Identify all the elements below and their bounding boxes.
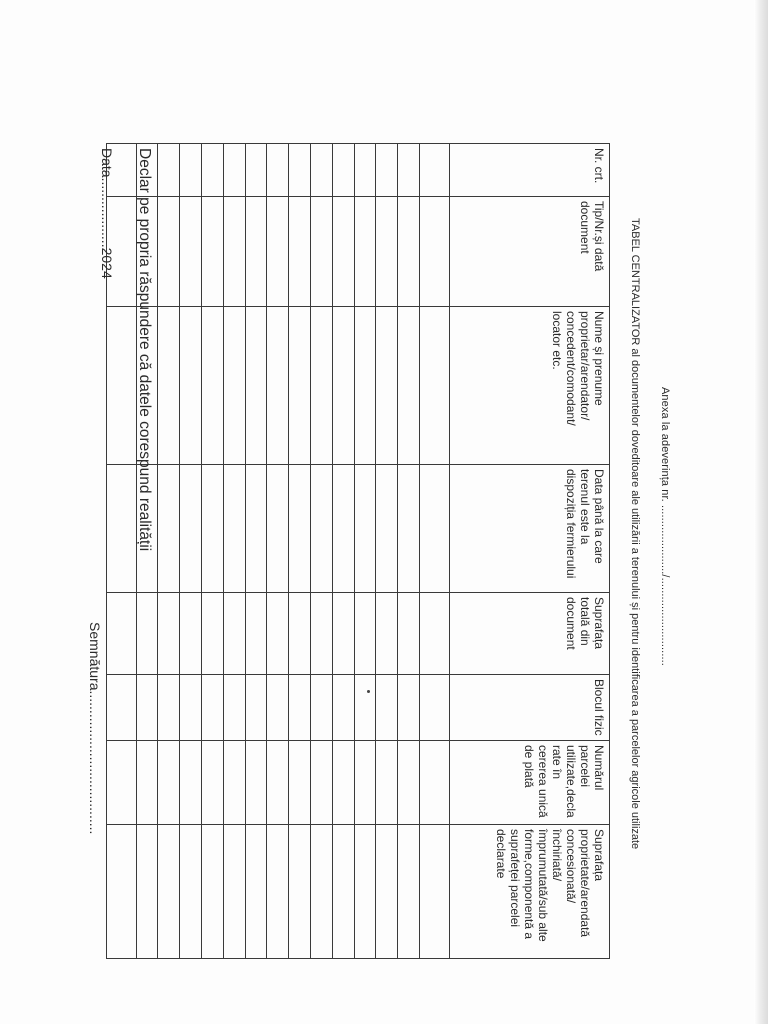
table-cell[interactable] — [106, 307, 136, 465]
table-cell[interactable] — [332, 593, 354, 675]
table-cell[interactable] — [376, 675, 398, 741]
table-cell[interactable] — [245, 144, 267, 197]
table-cell[interactable] — [376, 307, 398, 465]
table-cell[interactable] — [289, 465, 311, 593]
column-header: Blocul fizic — [450, 675, 610, 741]
table-cell[interactable] — [136, 593, 158, 675]
table-cell[interactable] — [158, 825, 180, 959]
table-cell[interactable] — [398, 675, 420, 741]
table-cell[interactable] — [420, 197, 450, 307]
table-cell[interactable] — [223, 197, 245, 307]
table-cell[interactable] — [376, 741, 398, 825]
table-cell[interactable] — [289, 675, 311, 741]
table-cell[interactable] — [180, 307, 202, 465]
column-header: Suprafața proprietate/arendată concesionată/închiriată/împrumutată/sub alte forme,componentă a suprafeței parcelei declarate — [450, 825, 610, 959]
table-cell[interactable] — [376, 197, 398, 307]
table-cell[interactable] — [202, 465, 224, 593]
table-cell[interactable] — [376, 144, 398, 197]
table-cell[interactable] — [158, 465, 180, 593]
table-cell[interactable] — [245, 675, 267, 741]
table-cell[interactable] — [354, 741, 376, 825]
table-cell[interactable] — [245, 741, 267, 825]
annex-number-blank: ...................... — [659, 504, 671, 575]
date-field: Data..................2024 — [99, 148, 115, 279]
table-row — [289, 144, 311, 959]
table-row — [223, 144, 245, 959]
table-cell[interactable] — [202, 197, 224, 307]
table-cell[interactable] — [354, 675, 376, 741]
table-cell[interactable] — [223, 593, 245, 675]
table-cell[interactable] — [354, 593, 376, 675]
table-cell[interactable] — [180, 675, 202, 741]
table-cell[interactable] — [267, 197, 289, 307]
scan-speck — [367, 690, 370, 693]
table-cell[interactable] — [136, 675, 158, 741]
column-header: Nr. crt. — [450, 144, 610, 197]
table-cell[interactable] — [332, 675, 354, 741]
table-cell[interactable] — [420, 825, 450, 959]
table-cell[interactable] — [311, 741, 333, 825]
annex-reference — [659, 387, 671, 666]
table-cell[interactable] — [180, 144, 202, 197]
table-cell[interactable] — [158, 593, 180, 675]
table-cell[interactable] — [354, 825, 376, 959]
table-cell[interactable] — [202, 144, 224, 197]
table-cell[interactable] — [158, 741, 180, 825]
table-row — [376, 144, 398, 959]
table-cell[interactable] — [354, 144, 376, 197]
table-cell[interactable] — [106, 593, 136, 675]
document-title: TABEL CENTRALIZATOR al documentelor doveditoare ale utilizării a terenului și pentru identificarea a parcelelor agricole utilizate — [629, 218, 641, 850]
table-cell[interactable] — [354, 307, 376, 465]
table-cell[interactable] — [311, 144, 333, 197]
table-cell[interactable] — [332, 307, 354, 465]
table-row — [420, 144, 450, 959]
table-cell[interactable] — [202, 593, 224, 675]
table-cell[interactable] — [245, 465, 267, 593]
table-row — [332, 144, 354, 959]
table-cell[interactable] — [245, 197, 267, 307]
table-cell[interactable] — [158, 144, 180, 197]
table-cell[interactable] — [420, 144, 450, 197]
annex-label: Anexa la adeverința nr. — [659, 387, 671, 502]
table-cell[interactable] — [376, 465, 398, 593]
table-cell[interactable] — [267, 593, 289, 675]
table-cell[interactable] — [267, 741, 289, 825]
table-cell[interactable] — [223, 675, 245, 741]
table-row — [267, 144, 289, 959]
table-cell[interactable] — [311, 197, 333, 307]
table-cell[interactable] — [332, 465, 354, 593]
table-row — [202, 144, 224, 959]
table-cell[interactable] — [223, 825, 245, 959]
table-cell[interactable] — [158, 307, 180, 465]
table-cell[interactable] — [223, 741, 245, 825]
table-cell[interactable] — [289, 593, 311, 675]
table-cell[interactable] — [289, 307, 311, 465]
declaration-statement: Declar pe propria răspundere că datele corespund realității — [136, 148, 153, 552]
table-cell[interactable] — [398, 593, 420, 675]
table-cell[interactable] — [311, 675, 333, 741]
table-cell[interactable] — [202, 675, 224, 741]
table-cell[interactable] — [311, 465, 333, 593]
table-cell[interactable] — [223, 144, 245, 197]
table-cell[interactable] — [354, 197, 376, 307]
table-cell[interactable] — [420, 593, 450, 675]
column-header: Tip/Nr.și dată document — [450, 197, 610, 307]
table-cell[interactable] — [223, 307, 245, 465]
table-cell[interactable] — [420, 675, 450, 741]
table-cell[interactable] — [289, 825, 311, 959]
table-cell[interactable] — [398, 307, 420, 465]
table-cell[interactable] — [332, 825, 354, 959]
table-cell[interactable] — [289, 144, 311, 197]
table-cell[interactable] — [202, 307, 224, 465]
signature-field: Semnătura..................................... — [87, 622, 103, 835]
centralizing-table — [106, 143, 610, 959]
table-cell[interactable] — [106, 741, 136, 825]
table-row — [398, 144, 420, 959]
table-cell[interactable] — [267, 307, 289, 465]
table-header-row — [450, 144, 610, 959]
table-row — [311, 144, 333, 959]
table-cell[interactable] — [158, 197, 180, 307]
table-cell[interactable] — [136, 741, 158, 825]
table-cell[interactable] — [289, 197, 311, 307]
table-cell[interactable] — [136, 825, 158, 959]
table-cell[interactable] — [311, 825, 333, 959]
table-cell[interactable] — [223, 465, 245, 593]
table-cell[interactable] — [158, 675, 180, 741]
table-row — [354, 144, 376, 959]
table-cell[interactable] — [267, 144, 289, 197]
table-cell[interactable] — [354, 465, 376, 593]
table-cell[interactable] — [106, 825, 136, 959]
table-cell[interactable] — [376, 825, 398, 959]
table-cell[interactable] — [332, 144, 354, 197]
column-header: Nume și prenume proprietar/arendator/ concedent/comodant/ locator etc. — [450, 307, 610, 465]
table-cell[interactable] — [376, 593, 398, 675]
table-cell[interactable] — [398, 825, 420, 959]
table-cell[interactable] — [267, 675, 289, 741]
table-cell[interactable] — [332, 197, 354, 307]
table-cell[interactable] — [106, 675, 136, 741]
table-row — [180, 144, 202, 959]
table-cell[interactable] — [245, 593, 267, 675]
table-cell[interactable] — [420, 465, 450, 593]
table-cell[interactable] — [245, 307, 267, 465]
table-cell[interactable] — [420, 307, 450, 465]
table-cell[interactable] — [202, 741, 224, 825]
table-cell[interactable] — [398, 741, 420, 825]
column-header: Numărul parcelei utilizate,declarate în cererea unică de plată — [450, 741, 610, 825]
table-cell[interactable] — [180, 197, 202, 307]
table-cell[interactable] — [245, 825, 267, 959]
table-row — [158, 144, 180, 959]
table-cell[interactable] — [180, 741, 202, 825]
table-cell[interactable] — [267, 825, 289, 959]
column-header: Data până la care terenul este la dispoziția fermierului — [450, 465, 610, 593]
table-cell[interactable] — [311, 307, 333, 465]
table-cell[interactable] — [267, 465, 289, 593]
annex-separator: / — [659, 574, 671, 578]
table-cell[interactable] — [420, 741, 450, 825]
table-cell[interactable] — [289, 741, 311, 825]
table-cell[interactable] — [202, 825, 224, 959]
table-cell[interactable] — [332, 741, 354, 825]
table-cell[interactable] — [180, 825, 202, 959]
table-cell[interactable] — [398, 197, 420, 307]
table-cell[interactable] — [180, 465, 202, 593]
table-body — [106, 144, 449, 959]
table-cell[interactable] — [398, 465, 420, 593]
column-header: Suprafața totală din document — [450, 593, 610, 675]
table-cell[interactable] — [180, 593, 202, 675]
table-cell[interactable] — [398, 144, 420, 197]
table-cell[interactable] — [311, 593, 333, 675]
annex-date-blank: ............................ — [659, 577, 671, 666]
table-cell[interactable] — [106, 465, 136, 593]
table-row — [245, 144, 267, 959]
